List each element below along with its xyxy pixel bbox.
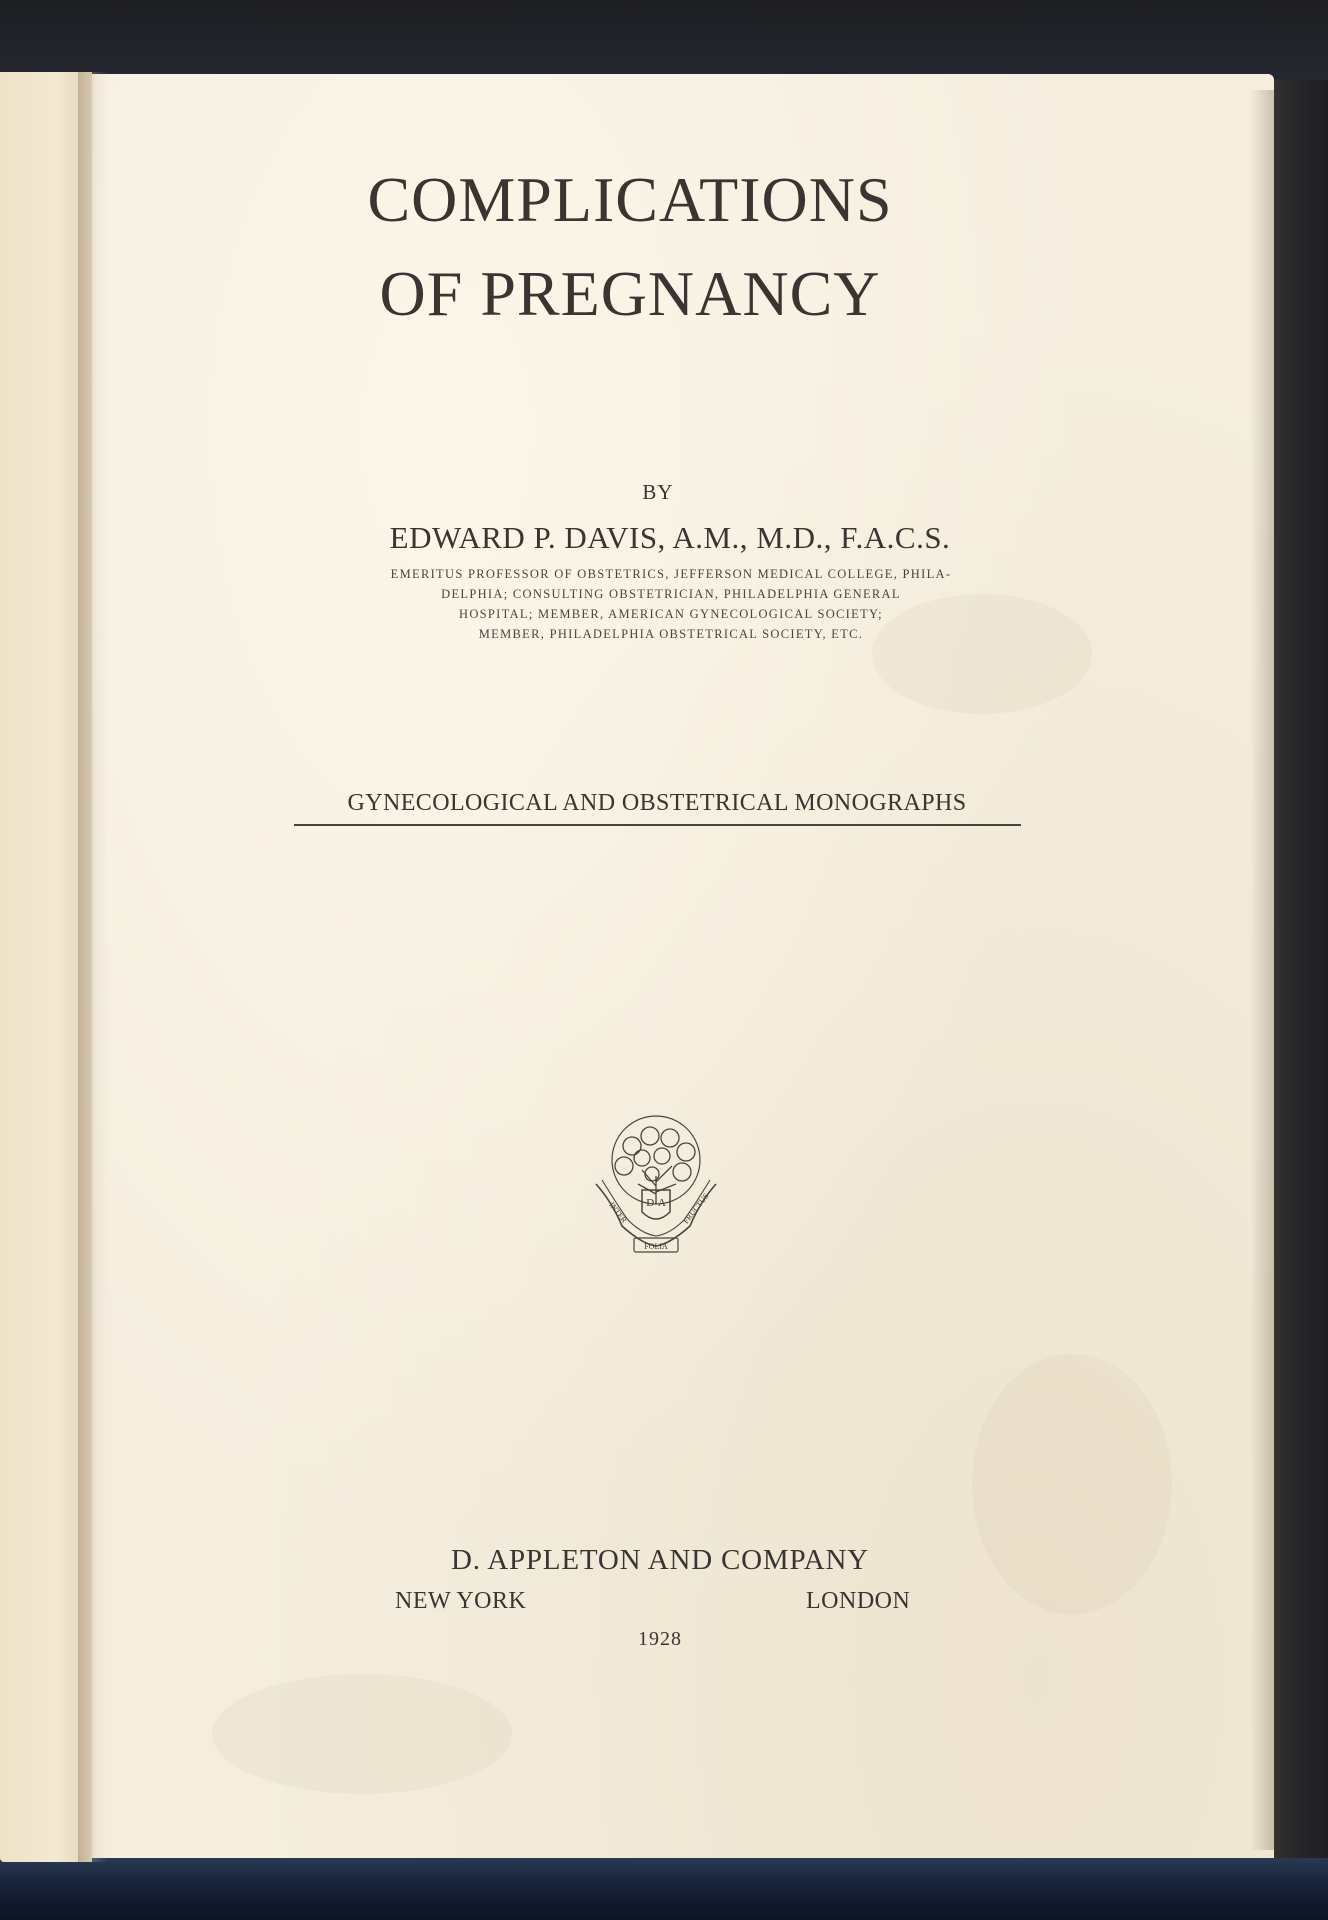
author-credentials: [326, 564, 1016, 644]
publisher-name: D. APPLETON AND COMPANY: [450, 1544, 870, 1576]
page-edge-shadow: [1250, 90, 1274, 1850]
publisher-city-london: LONDON: [806, 1588, 911, 1614]
emblem-monogram: D·A: [646, 1197, 666, 1209]
title-page: [92, 74, 1274, 1858]
credentials-line: HOSPITAL; MEMBER, AMERICAN GYNECOLOGICAL SOCIETY;: [459, 607, 883, 621]
publisher-tree-emblem-icon: [582, 1110, 730, 1258]
series-title: GYNECOLOGICAL AND OBSTETRICAL MONOGRAPHS: [347, 790, 967, 816]
paper-stain: [972, 1354, 1172, 1614]
publisher-city-new-york: NEW YORK: [395, 1588, 527, 1614]
credentials-line: MEMBER, PHILADELPHIA OBSTETRICAL SOCIETY, ETC.: [478, 627, 864, 641]
byline: BY: [642, 480, 674, 504]
book-title-line-2: OF PREGNANCY: [379, 258, 881, 329]
emblem-motto-right: FRUCTUS: [681, 1191, 711, 1226]
book-cover-bottom: [0, 1858, 1328, 1920]
paper-stain: [212, 1674, 512, 1794]
credentials-line: DELPHIA; CONSULTING OBSTETRICIAN, PHILADELPHIA GENERAL: [441, 587, 901, 601]
emblem-motto-bottom: FOLIA: [644, 1242, 668, 1251]
page-gutter-shadow: [78, 72, 108, 1862]
series-underline: [294, 824, 1021, 826]
publication-year: 1928: [638, 1628, 682, 1650]
book-title-line-1: COMPLICATIONS: [367, 164, 893, 235]
credentials-line: EMERITUS PROFESSOR OF OBSTETRICS, JEFFERSON MEDICAL COLLEGE, PHILA-: [390, 567, 952, 581]
emblem-motto-left: INTER: [607, 1200, 629, 1225]
author-name: EDWARD P. DAVIS, A.M., M.D., F.A.C.S.: [389, 520, 951, 555]
